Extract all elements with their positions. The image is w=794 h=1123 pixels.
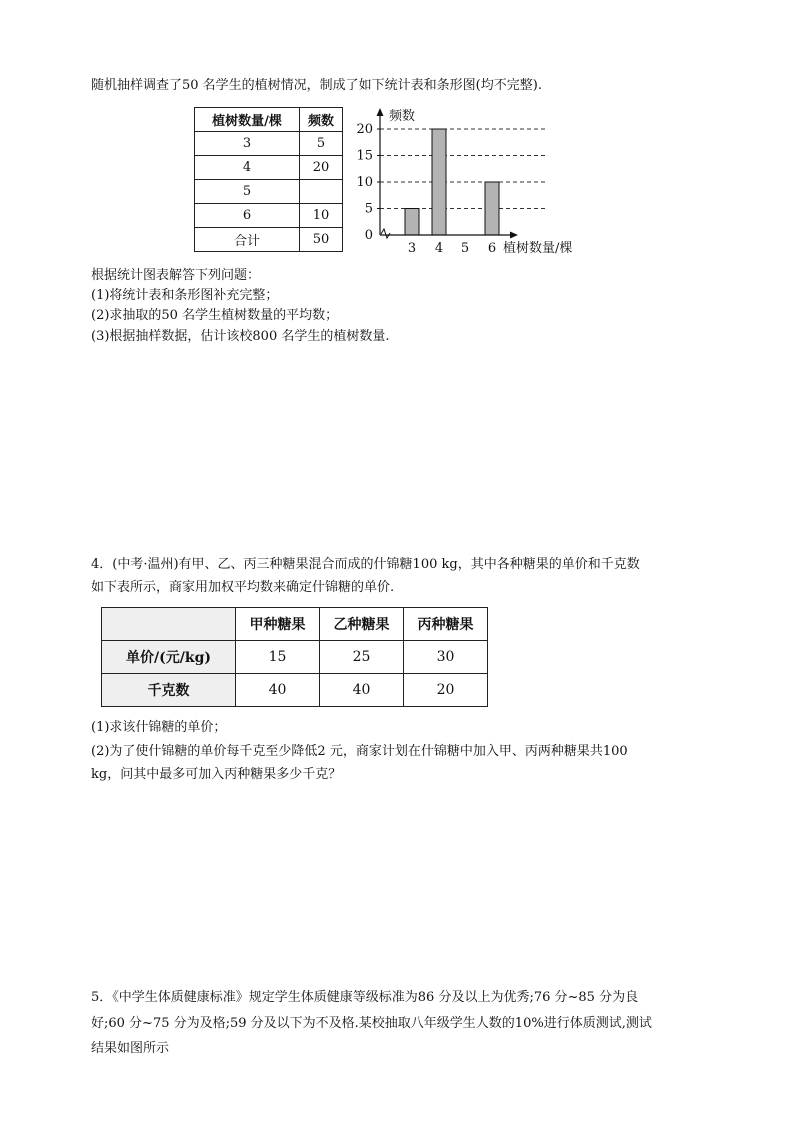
table-row [102,674,488,707]
col-header-frequency: 频数 [300,108,343,132]
table-row [195,132,343,156]
table-cell: 25 [320,641,404,674]
q4-line1: 4．(中考·温州)有甲、乙、丙三种糖果混合而成的什锦糖100 kg，其中各种糖果的单价和千克数 [91,557,640,572]
table-cell: 5 [195,180,300,204]
x-tick-label: 3 [407,241,417,256]
col-header-bing: 丙种糖果 [404,608,488,641]
table-row [195,204,343,228]
q5-line1: 5．《中学生体质健康标准》规定学生体质健康等级标准为86 分及以上为优秀;76 分~85 分为良 [91,990,639,1005]
q5-line2: 好;60 分~75 分为及格;59 分及以下为不及格.某校抽取八年级学生人数的10%进行体质测试,测试 [91,1016,652,1031]
x-tick-label: 5 [460,241,470,256]
intro-text: 随机抽样调查了50 名学生的植树情况，制成了如下统计表和条形图(均不完整). [91,78,542,93]
table-cell: 30 [404,641,488,674]
q3-lead: 根据统计图表解答下列问题： [91,268,261,283]
col-header-yi: 乙种糖果 [320,608,404,641]
row-header-price: 单价/(元/kg) [102,641,236,674]
table-cell: 20 [404,674,488,707]
q4-line2: 如下表所示，商家用加权平均数来确定什锦糖的单价. [91,580,395,595]
table-header-row [195,108,343,132]
bar-4 [432,129,446,235]
table-cell: 10 [300,204,343,228]
y-tick-label: 10 [356,175,373,190]
x-axis-label: 植树数量/棵 [503,241,573,256]
row-header-kg: 千克数 [102,674,236,707]
table-row [195,228,343,252]
table-corner-cell [102,608,236,641]
table-row [195,156,343,180]
y-axis-arrow-icon [377,108,384,116]
q5-line3: 结果如图所示 [91,1041,170,1056]
x-axis-arrow-icon [510,232,518,239]
y-axis-label: 频数 [389,109,416,124]
candy-table [101,607,488,707]
col-header-tree-count: 植树数量/棵 [195,108,300,132]
tree-frequency-table [194,107,343,252]
table-row [102,641,488,674]
table-cell: 40 [236,674,320,707]
table-cell: 4 [195,156,300,180]
table-cell: 20 [300,156,343,180]
y-tick-label: 20 [356,122,373,137]
q4-part2-line2: kg，问其中最多可加入丙种糖果多少千克？ [91,767,342,782]
axis-break-icon [381,229,390,238]
table-header-row [102,608,488,641]
table-cell: 6 [195,204,300,228]
x-tick-label: 6 [487,241,497,256]
q3-part2: (2)求抽取的50 名学生植树数量的平均数； [91,308,339,323]
q3-part1: (1)将统计表和条形图补充完整； [91,288,279,303]
table-cell: 5 [300,132,343,156]
table-cell: 50 [300,228,343,252]
y-tick-label: 15 [356,148,373,164]
bar-3 [405,209,419,236]
col-header-jia: 甲种糖果 [236,608,320,641]
x-tick-label: 4 [434,241,444,256]
table-cell [300,180,343,204]
q4-part2-line1: (2)为了使什锦糖的单价每千克至少降低2 元，商家计划在什锦糖中加入甲、丙两种糖果共100 [91,744,628,759]
table-row [195,180,343,204]
tree-bar-chart [340,100,600,262]
y-tick-label: 0 [364,228,373,243]
table-cell: 40 [320,674,404,707]
table-cell: 3 [195,132,300,156]
q4-part1: (1)求该什锦糖的单价； [91,720,227,735]
bar-6 [485,182,499,235]
y-tick-label: 5 [364,201,373,217]
table-cell: 15 [236,641,320,674]
table-cell: 合计 [195,228,300,252]
q3-part3: (3)根据抽样数据，估计该校800 名学生的植树数量. [91,329,390,344]
